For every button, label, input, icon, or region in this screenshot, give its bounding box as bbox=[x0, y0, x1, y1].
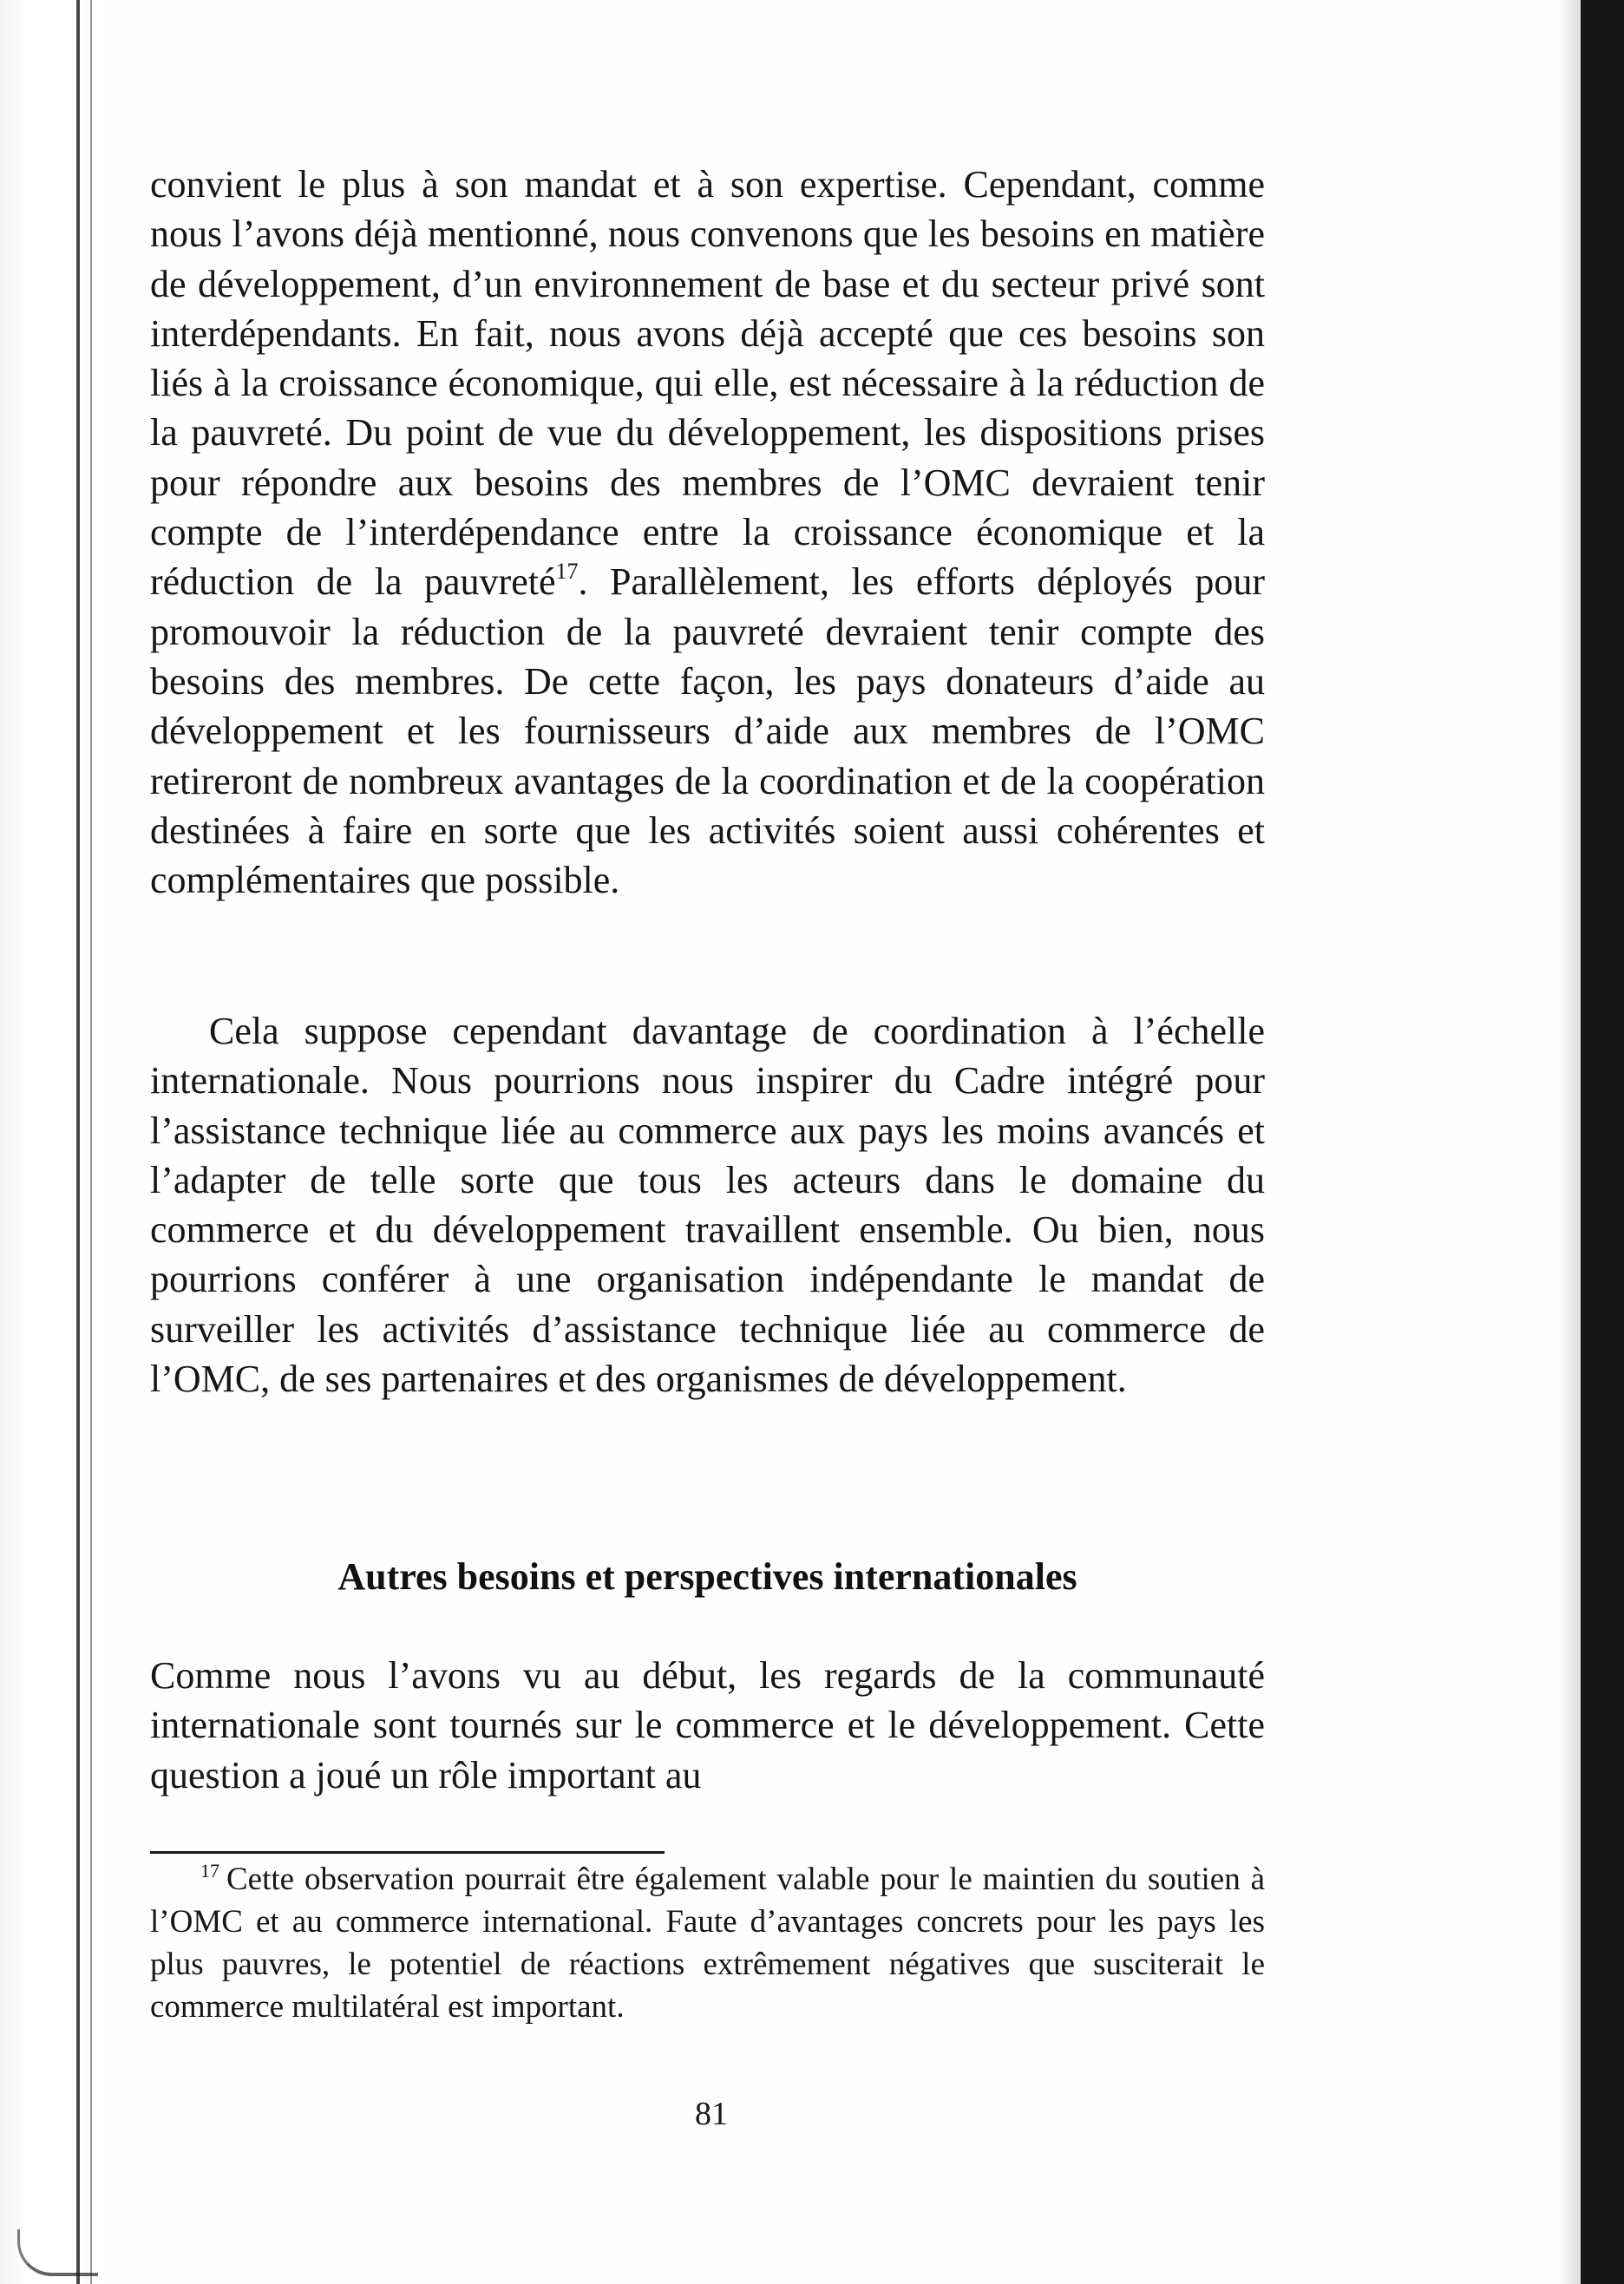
footnote-reference[interactable]: 17 bbox=[555, 559, 579, 585]
footnote bbox=[150, 1858, 1265, 2028]
paragraph-1-text-a: convient le plus à son mandat et à son expertise. Cependant, comme nous l’avons déjà mentionné, nous convenons que les besoins en matière de développement, d’un environnement de base et du secteur privé sont interdépendants. En fait, nous avons déjà accepté que ces besoins son liés à la croissance économique, qui elle, est nécessaire à la réduction de la pauvreté. Du point de vue du développement, les dispositions prises pour répondre aux besoins des membres de l’OMC devraient tenir compte de l’interdépendance entre la croissance économique et la réduction de la pauvreté bbox=[150, 163, 1265, 604]
paragraph-1-text-b: . Parallèlement, les efforts déployés pour promouvoir la réduction de la pauvreté devraient tenir compte des besoins des membres. De cette façon, les pays donateurs d’aide au développement et les fournisseurs d’aide aux membres de l’OMC retireront de nombreux avantages de la coordination et de la coopération destinées à faire en sorte que les activités soient aussi cohérentes et complémentaires que possible. bbox=[150, 560, 1265, 902]
binding-edge bbox=[0, 0, 104, 2284]
body-paragraph-1 bbox=[150, 160, 1265, 905]
binding-line bbox=[76, 0, 80, 2284]
binding-line-inner bbox=[90, 0, 92, 2284]
body-paragraph-3: Comme nous l’avons vu au début, les regards de la communauté internationale sont tournés sur le commerce et le développement. Cette question a joué un rôle important au bbox=[150, 1654, 1265, 1796]
body-paragraph-2: Cela suppose cependant davantage de coordination à l’échelle internationale. Nous pourrions nous inspirer du Cadre intégré pour l’assistance technique liée au commerce aux pays les moins avancés et l’adapter de telle sorte que tous les acteurs dans le domaine du commerce et du développement travaillent ensemble. Ou bien, nous pourrions conférer à une organisation indépendante le mandat de surveiller les activités d’assistance technique liée au commerce de l’OMC, de ses partenaires et des organismes de développement. bbox=[150, 1010, 1265, 1401]
footnote-text: Cette observation pourrait être également valable pour le maintien du soutien à l’OMC et au commerce international. Faute d’avantages concrets pour les pays les plus pauvres, le potentiel de réactions extrêmement négatives que susciterait le commerce multilatéral est important. bbox=[150, 1862, 1265, 2025]
footnote-number: 17 bbox=[200, 1860, 219, 1882]
right-edge-shade bbox=[1558, 0, 1581, 2284]
section-heading: Autres besoins et perspectives internationales bbox=[337, 1555, 1077, 1598]
footnote-separator bbox=[150, 1851, 665, 1854]
right-scan-edge bbox=[1581, 0, 1624, 2284]
page-number: 81 bbox=[695, 2096, 728, 2132]
